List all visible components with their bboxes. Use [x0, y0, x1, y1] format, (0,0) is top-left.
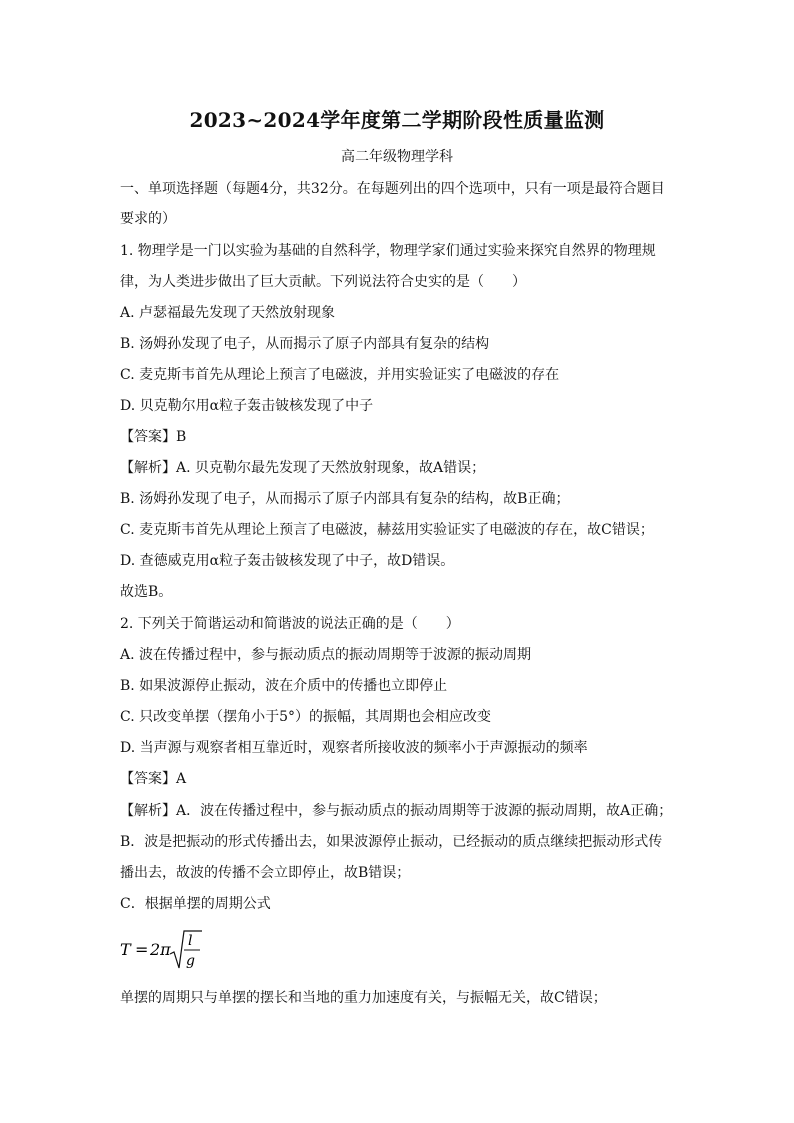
- formula-coefficient: 2π: [150, 940, 171, 959]
- q2-analysis-line-3: 播出去，故波的传播不会立即停止，故B错误；: [120, 865, 411, 881]
- q1-analysis-line-2: B. 汤姆孙发现了电子，从而揭示了原子内部具有复杂的结构，故B正确；: [120, 491, 570, 507]
- q1-stem-line-1: 1. 物理学是一门以实验为基础的自然科学，物理学家们通过实验来探究自然界的物理规: [120, 243, 656, 259]
- section-heading-line-1: 一、单项选择题（每题4分，共32分。在每题列出的四个选项中，只有一项是最符合题目: [120, 181, 665, 197]
- pendulum-period-formula: [120, 928, 210, 972]
- formula-lhs: T: [120, 940, 131, 959]
- q2-option-d: D. 当声源与观察者相互靠近时，观察者所接收波的频率小于声源振动的频率: [120, 740, 588, 756]
- q2-option-c: C. 只改变单摆（摆角小于5°）的振幅，其周期也会相应改变: [120, 709, 492, 725]
- formula-svg: [120, 928, 210, 972]
- q2-option-b: B. 如果波源停止振动，波在介质中的传播也立即停止: [120, 678, 448, 694]
- formula-denominator: g: [186, 953, 195, 969]
- q2-analysis-after-formula: 单摆的周期只与单摆的摆长和当地的重力加速度有关，与振幅无关，故C错误；: [120, 990, 607, 1006]
- q1-stem-line-2: 律，为人类进步做出了巨大贡献。下列说法符合史实的是（ ）: [120, 274, 526, 290]
- q1-option-d: D. 贝克勒尔用α粒子轰击铍核发现了中子: [120, 398, 374, 414]
- q1-option-a: A. 卢瑟福最先发现了天然放射现象: [120, 305, 336, 321]
- q1-option-b: B. 汤姆孙发现了电子，从而揭示了原子内部具有复杂的结构: [120, 336, 490, 352]
- q1-analysis-line-5: 故选B。: [120, 584, 173, 600]
- q2-analysis-line-1: 【解析】A．波在传播过程中，参与振动质点的振动周期等于波源的振动周期，故A正确；: [120, 803, 673, 819]
- q1-analysis-line-3: C. 麦克斯韦首先从理论上预言了电磁波，赫兹用实验证实了电磁波的存在，故C错误；: [120, 522, 654, 538]
- section-heading-line-2: 要求的）: [120, 211, 176, 227]
- q1-answer: 【答案】B: [120, 429, 187, 445]
- formula-equals: =: [135, 940, 149, 959]
- q1-analysis-line-1: 【解析】A. 贝克勒尔最先发现了天然放射现象，故A错误；: [120, 460, 486, 476]
- q2-stem: 2. 下列关于简谐运动和简谐波的说法正确的是（ ）: [120, 616, 460, 632]
- formula-numerator: l: [188, 933, 193, 949]
- q2-answer: 【答案】A: [120, 771, 187, 787]
- q2-analysis-line-4: C．根据单摆的周期公式: [120, 896, 271, 912]
- q1-analysis-line-4: D. 查德威克用α粒子轰击铍核发现了中子，故D错误。: [120, 553, 455, 569]
- page-title: 2023~2024学年度第二学期阶段性质量监测: [189, 108, 605, 132]
- q1-option-c: C. 麦克斯韦首先从理论上预言了电磁波，并用实验证实了电磁波的存在: [120, 367, 560, 383]
- page-subtitle: 高二年级物理学科: [341, 149, 453, 165]
- q2-option-a: A. 波在传播过程中，参与振动质点的振动周期等于波源的振动周期: [120, 647, 532, 663]
- q2-analysis-line-2: B．波是把振动的形式传播出去，如果波源停止振动，已经振动的质点继续把振动形式传: [120, 834, 663, 850]
